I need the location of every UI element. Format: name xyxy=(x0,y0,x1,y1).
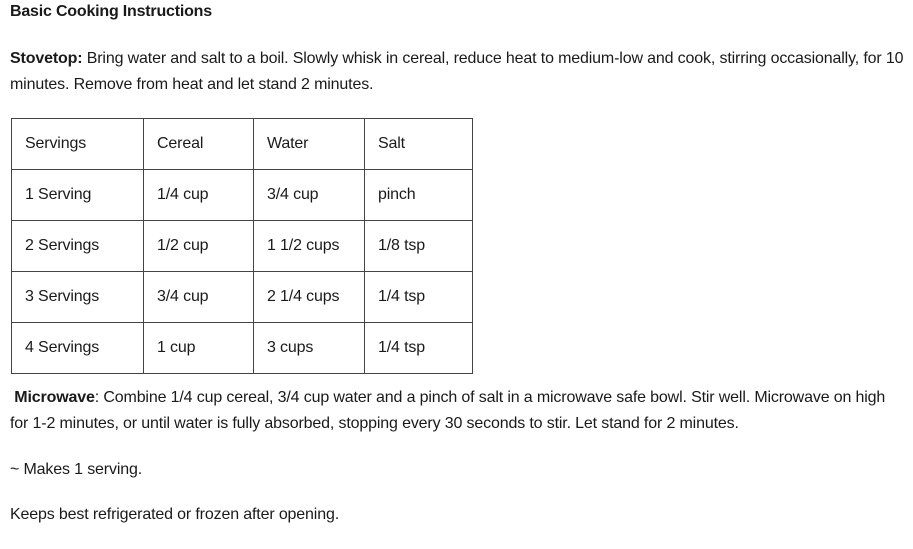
servings-table xyxy=(11,118,473,374)
table-cell: 1 1/2 cups xyxy=(254,221,365,272)
microwave-label: Microwave xyxy=(14,389,95,406)
table-cell: 3 Servings xyxy=(12,272,144,323)
stovetop-label: Stovetop: xyxy=(10,50,83,67)
table-cell: 2 Servings xyxy=(12,221,144,272)
table-row xyxy=(12,272,473,323)
table-cell: 2 1/4 cups xyxy=(254,272,365,323)
table-row xyxy=(12,170,473,221)
microwave-text: : Combine 1/4 cup cereal, 3/4 cup water and a pinch of salt in a microwave safe bowl. Stir well. Microwave on high for 1-2 minutes, or until water is fully absorbed, stopping every 30 seconds to stir. Let stand for 2 minutes. xyxy=(10,389,886,432)
stovetop-instructions xyxy=(10,46,905,98)
table-cell: 3 cups xyxy=(254,323,365,374)
table-cell: 3/4 cup xyxy=(144,272,254,323)
microwave-instructions xyxy=(10,385,905,437)
page-title: Basic Cooking Instructions xyxy=(10,3,212,20)
table-cell: 4 Servings xyxy=(12,323,144,374)
table-cell: 1/8 tsp xyxy=(365,221,473,272)
table-cell: 1/4 tsp xyxy=(365,272,473,323)
table-header-cell: Servings xyxy=(12,119,144,170)
table-cell: 3/4 cup xyxy=(254,170,365,221)
table-header-row xyxy=(12,119,473,170)
storage-note: Keeps best refrigerated or frozen after opening. xyxy=(10,506,340,523)
table-cell: 1 Serving xyxy=(12,170,144,221)
yield-note: ~ Makes 1 serving. xyxy=(10,461,143,478)
table-cell: 1/2 cup xyxy=(144,221,254,272)
table-header-cell: Cereal xyxy=(144,119,254,170)
table-cell: 1/4 tsp xyxy=(365,323,473,374)
table-row xyxy=(12,323,473,374)
table-header-cell: Salt xyxy=(365,119,473,170)
stovetop-text: Bring water and salt to a boil. Slowly whisk in cereal, reduce heat to medium-low and cook, stirring occasionally, for 10 minutes. Remove from heat and let stand 2 minutes. xyxy=(10,50,904,93)
table-cell: pinch xyxy=(365,170,473,221)
table-row xyxy=(12,221,473,272)
table-cell: 1 cup xyxy=(144,323,254,374)
table-cell: 1/4 cup xyxy=(144,170,254,221)
table-header-cell: Water xyxy=(254,119,365,170)
